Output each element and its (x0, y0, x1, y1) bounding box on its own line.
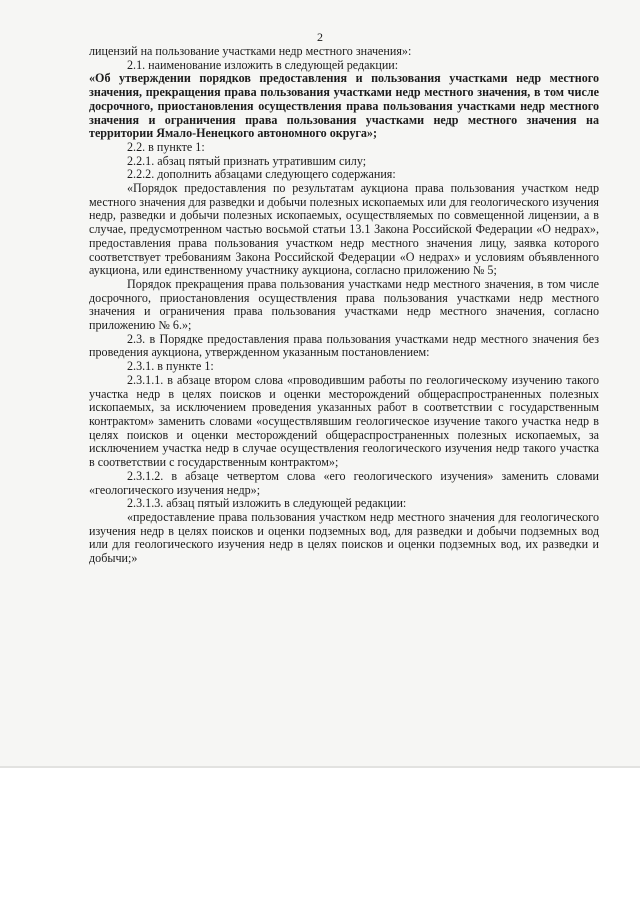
paragraph: 2.3.1.3. абзац пятый изложить в следующей редакции: (127, 496, 407, 511)
paragraph: 2.2.1. абзац пятый признать утратившим силу; (127, 153, 367, 168)
paragraph: 2.2.2. дополнить абзацами следующего содержания: (127, 167, 396, 182)
paragraph: лицензий на пользование участками недр местного значения»: (89, 44, 412, 58)
document-title: «Об утверждении порядков предоставления и пользования участками недр местного значения, прекращения права пользования участками недр местного значения, в том числе досрочного, приостановления осуществления права пользования участками недр местного значения и ограничения права пользования участками недр местного значения на территории Ямало-Ненецкого автономного округа»; (89, 71, 599, 141)
page-number: 2 (317, 30, 323, 44)
paragraph: 2.1. наименование изложить в следующей редакции: (127, 57, 399, 72)
paragraph: 2.3.1. в пункте 1: (127, 359, 214, 374)
paragraph: «Порядок предоставления по результатам аукциона права пользования участком недр местного значения для разведки и добычи полезных ископаемых или для геологического изучения недр, разведки и добычи полезных ископаемых, осуществляемых по совмещенной лицензии, а в случае, предусмотренном частью восьмой статьи 13.1 Закона Российской Федерации «О недрах», предоставления права пользования участком недр местного значения лицу, заявка которого соответствует требованиям Закона Российской Федерации «О недрах» и условиям объявленного аукциона, или единственному участнику аукциона, согласно приложению № 5; (89, 181, 599, 278)
document-body (89, 45, 599, 566)
scan-edge (0, 766, 640, 768)
paragraph: Порядок прекращения права пользования участками недр местного значения, в том числе досрочного, приостановления осуществления права пользования участками недр местного значения и ограничения права пользования участками недр местного значения, согласно приложению № 6.»; (89, 276, 599, 333)
paragraph: 2.3. в Порядке предоставления права пользования участками недр местного значения без проведения аукциона, утвержденном указанным постановлением: (89, 331, 599, 360)
paragraph: «предоставление права пользования участком недр местного значения для геологического изучения недр в целях поисков и оценки подземных вод, для разведки и добычи подземных вод или для геологического изучения недр в целях поисков и оценки подземных вод, их разведки и добычи;» (89, 509, 599, 566)
paragraph: 2.3.1.2. в абзаце четвертом слова «его геологического изучения» заменить словами «геологического изучения недр»; (89, 468, 599, 497)
paragraph: 2.2. в пункте 1: (127, 139, 205, 154)
paragraph: 2.3.1.1. в абзаце втором слова «проводившим работы по геологическому изучению такого участка недр в целях поисков и оценки месторождений общераспространенных полезных ископаемых, за исключением проведения указанных работ в соответствии с государственным контрактом» заменить словами «осуществлявшим геологическое изучение такого участка недр в целях поисков и оценки месторождений общераспространенных полезных ископаемых, за исключением участка недр в случае осуществления геологического изучения недр такого участка в соответствии с государственным контрактом»; (89, 372, 599, 470)
